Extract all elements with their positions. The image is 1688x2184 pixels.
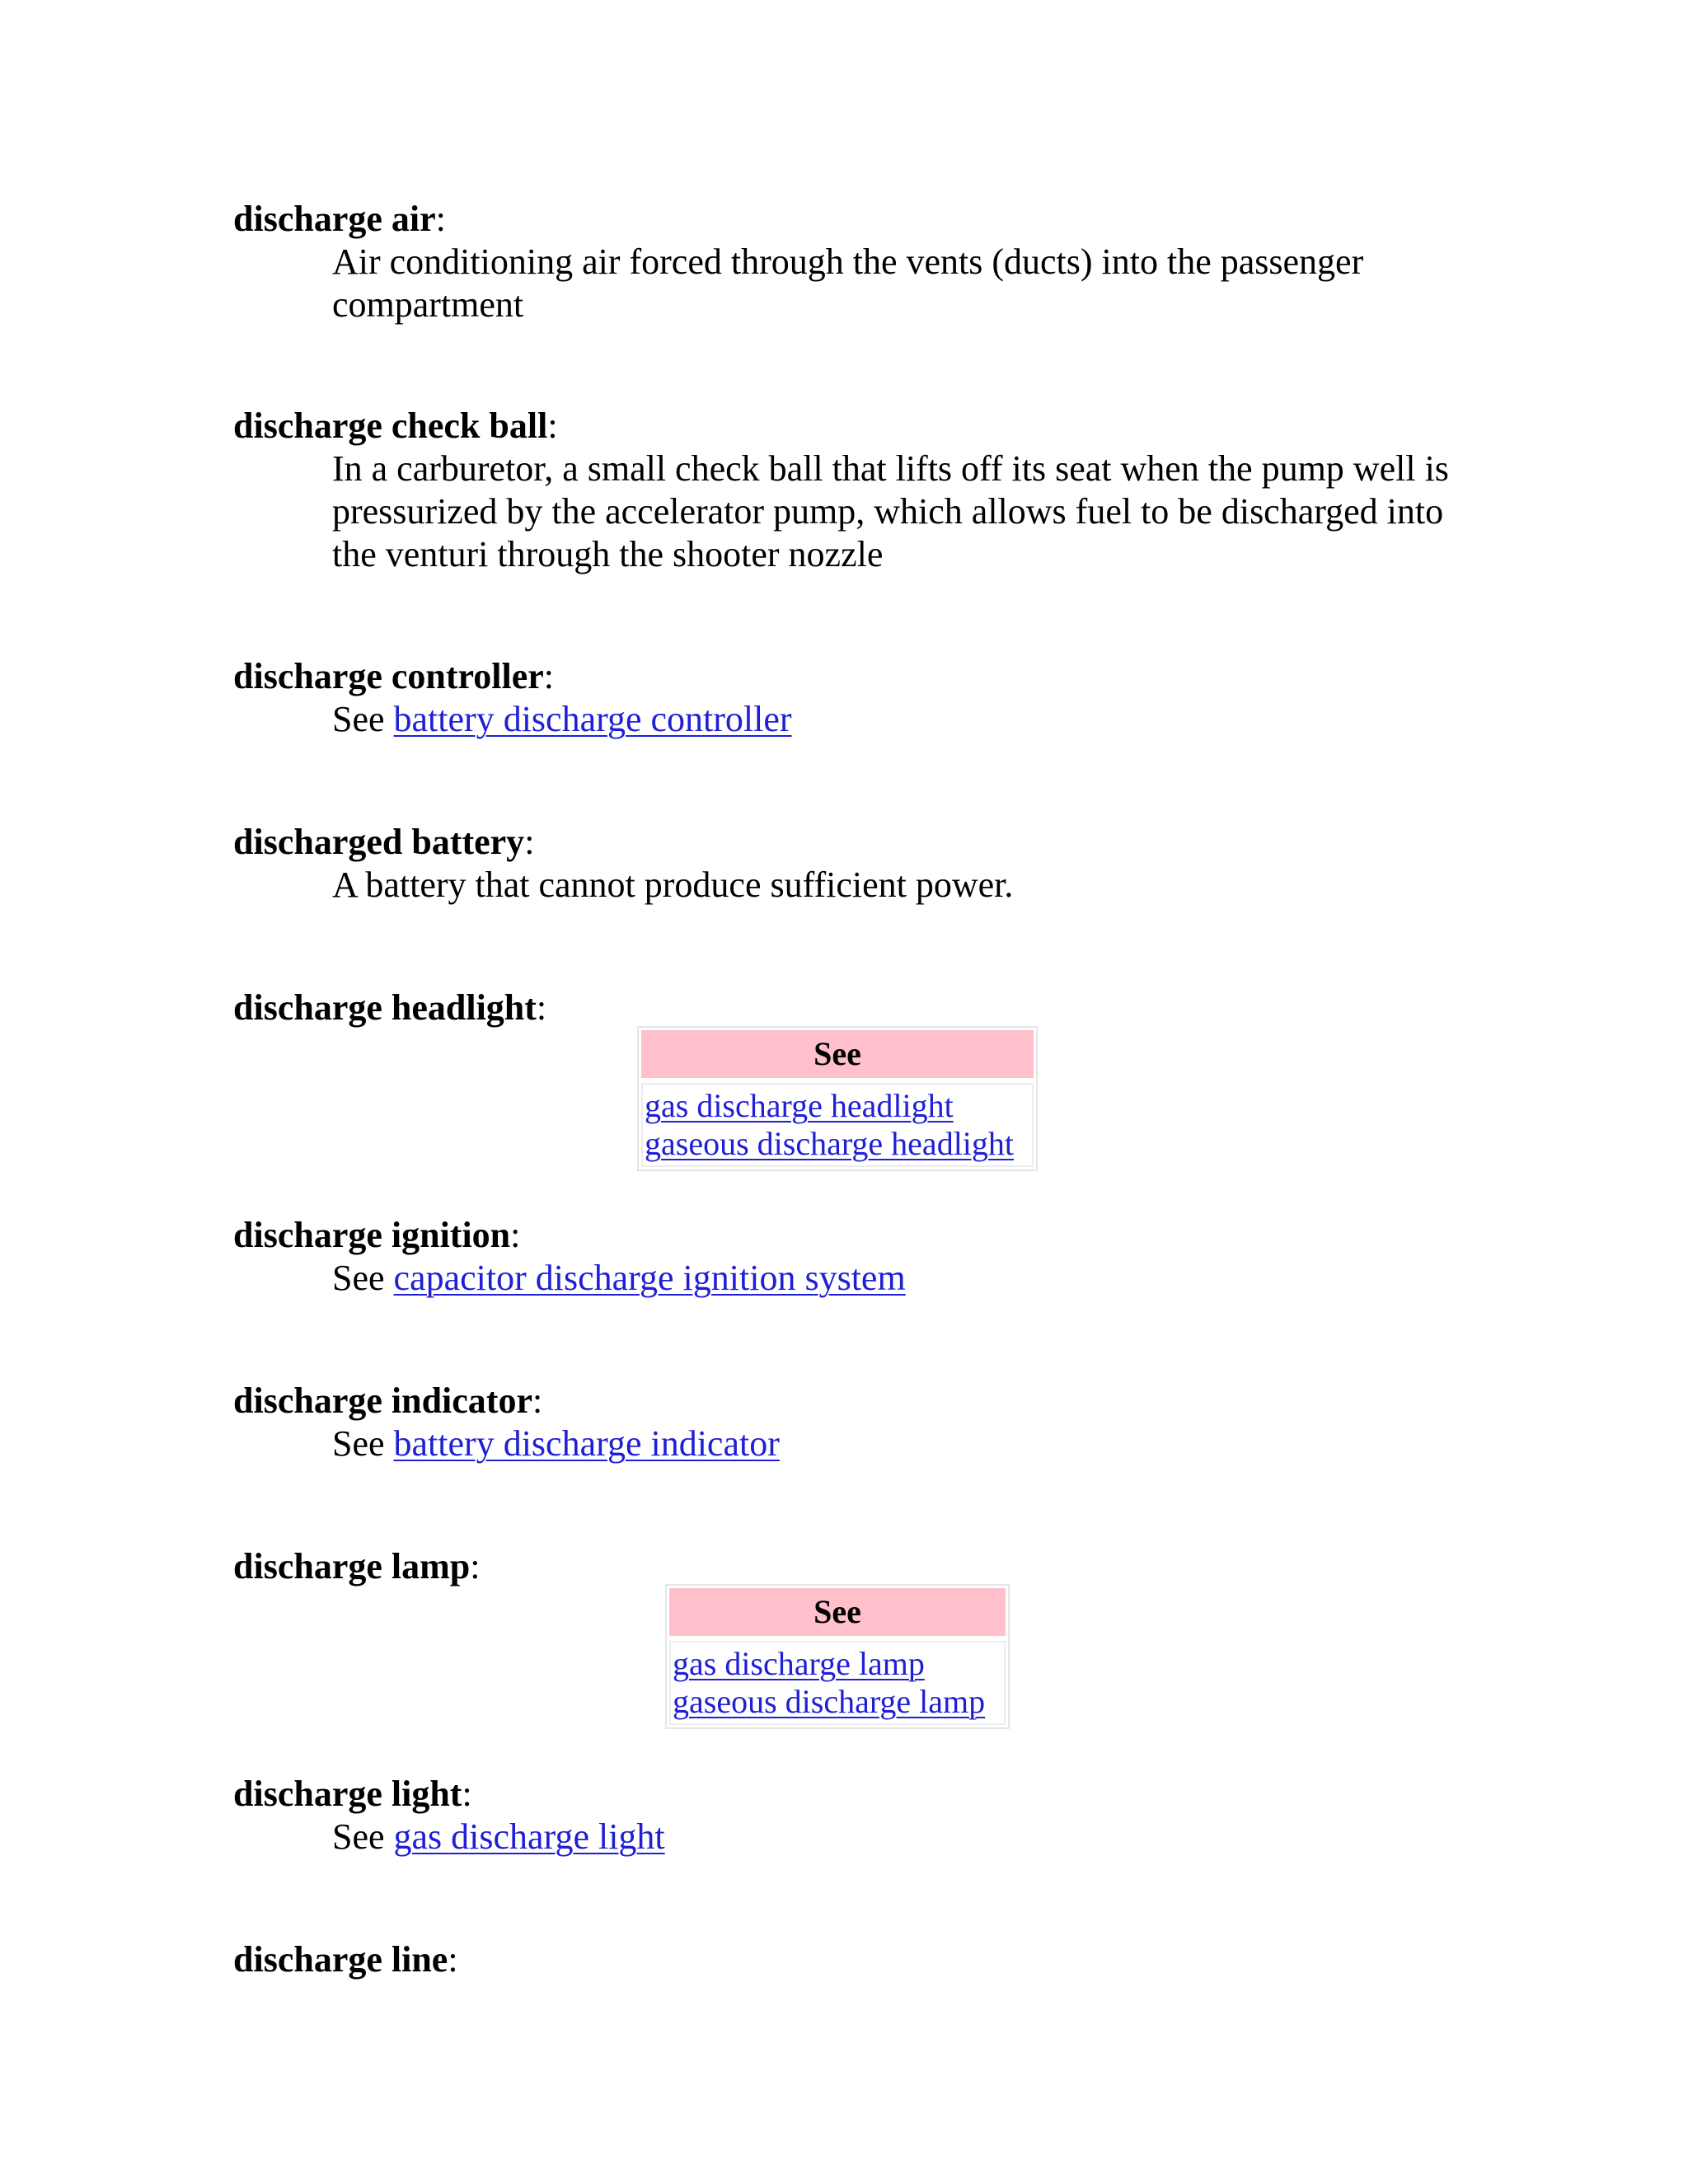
see-also-header: See — [669, 1588, 1006, 1636]
glossary-entry — [233, 1773, 1470, 1858]
glossary-entry — [233, 821, 1470, 907]
entry-definition: In a carburetor, a small check ball that lifts off its seat when the pump well is pressurized by the accelerator pump, which allows fuel to be discharged into the venturi through the shooter nozzle — [332, 448, 1449, 574]
term-colon: : — [532, 1380, 543, 1421]
term-colon: : — [435, 199, 446, 239]
entry-definition — [332, 1422, 1470, 1465]
term-colon: : — [536, 987, 547, 1028]
entry-term-line — [233, 405, 1470, 448]
glossary-entry — [233, 987, 1470, 1029]
entry-term-line — [233, 1214, 1470, 1257]
cross-reference-link[interactable]: battery discharge controller — [393, 699, 792, 739]
entry-definition: Air conditioning air forced through the vents (ducts) into the passenger compartment — [332, 241, 1364, 325]
cross-reference-link[interactable]: capacitor discharge ignition system — [393, 1258, 906, 1298]
entry-term: discharge air — [233, 199, 436, 239]
term-colon: : — [547, 405, 558, 446]
term-colon: : — [510, 1215, 521, 1255]
entry-term-line — [233, 987, 1470, 1029]
glossary-entry — [233, 405, 1470, 576]
term-colon: : — [462, 1774, 472, 1814]
entry-term: discharged battery — [233, 822, 525, 862]
entry-term: discharge check ball — [233, 405, 548, 446]
glossary-entry — [233, 1545, 1470, 1588]
entry-term: discharge line — [233, 1939, 448, 1980]
cross-reference-link[interactable]: gas discharge light — [393, 1816, 665, 1857]
entry-term: discharge lamp — [233, 1546, 471, 1586]
entry-definition — [332, 698, 1470, 741]
entry-term-line — [233, 1938, 1470, 1981]
entry-term-line — [233, 655, 1470, 698]
entry-term: discharge headlight — [233, 987, 537, 1028]
see-also-box — [637, 1026, 1038, 1171]
entry-term: discharge indicator — [233, 1380, 532, 1421]
entry-term: discharge light — [233, 1774, 462, 1814]
glossary-entry — [233, 655, 1470, 741]
term-colon: : — [470, 1546, 481, 1586]
see-label: See — [332, 1258, 385, 1298]
glossary-entry — [233, 1380, 1470, 1465]
entry-term-line — [233, 1773, 1470, 1816]
entry-definition — [332, 1816, 1470, 1858]
entry-term-line — [233, 821, 1470, 864]
entry-term-line — [233, 198, 1470, 241]
entry-definition — [332, 1257, 1470, 1300]
glossary-entry — [233, 198, 1470, 326]
entry-term-line — [233, 1545, 1470, 1588]
see-also-header: See — [641, 1030, 1034, 1078]
entry-term: discharge ignition — [233, 1215, 511, 1255]
see-label: See — [332, 699, 385, 739]
see-also-link[interactable]: gas discharge headlight — [645, 1087, 954, 1124]
see-also-link[interactable]: gaseous discharge headlight — [645, 1125, 1015, 1162]
see-label: See — [332, 1423, 385, 1464]
glossary-entry — [233, 1214, 1470, 1300]
term-colon: : — [448, 1939, 458, 1980]
glossary-entry — [233, 1938, 1470, 1981]
entry-term-line — [233, 1380, 1470, 1422]
term-colon: : — [524, 822, 535, 862]
see-also-links — [641, 1083, 1034, 1167]
see-also-links — [669, 1641, 1006, 1725]
see-also-link[interactable]: gaseous discharge lamp — [673, 1683, 986, 1720]
see-also-link[interactable]: gas discharge lamp — [673, 1645, 925, 1682]
see-label: See — [332, 1816, 385, 1857]
cross-reference-link[interactable]: battery discharge indicator — [393, 1423, 780, 1464]
see-also-box — [665, 1584, 1010, 1729]
entry-definition: A battery that cannot produce sufficient power. — [332, 865, 1014, 905]
term-colon: : — [543, 656, 555, 696]
entry-term: discharge controller — [233, 656, 544, 696]
